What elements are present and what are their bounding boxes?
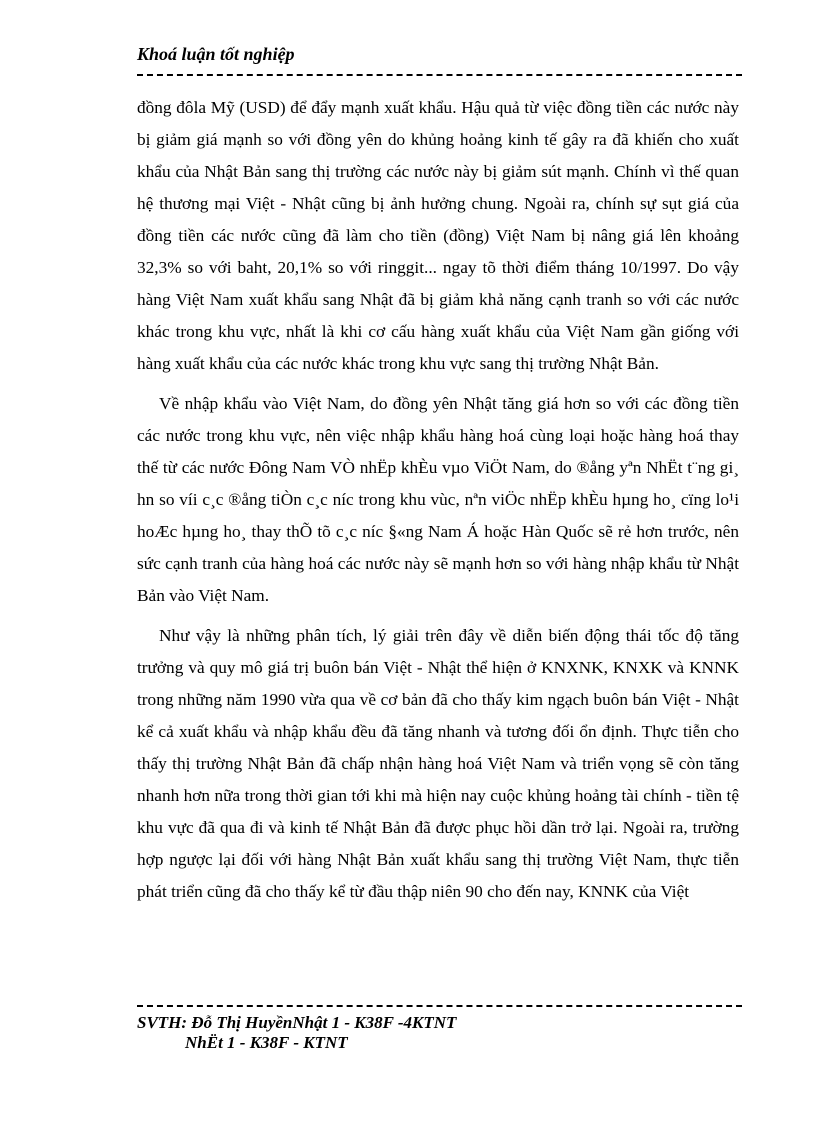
footer-author-line: SVTH: Đỗ Thị HuyềnNhật 1 - K38F -4KTNT bbox=[137, 1013, 457, 1032]
footer-class-line: NhËt 1 - K38F - KTNT bbox=[185, 1033, 348, 1052]
footer-divider bbox=[137, 1005, 742, 1007]
document-body bbox=[137, 92, 739, 1002]
paragraph-2: Về nhập khẩu vào Việt Nam, do đồng yên Nhật tăng giá hơn so với các đồng tiền các nước trong khu vực, nên việc nhập khẩu hàng hoá cùng loại hoặc hàng hoá thay thế từ các nước Đông Nam VÒ nhËp khÈu vµo ViÖt Nam, do ®ång yªn NhËt t¨ng gi¸ hn so víi c¸c ®ång tiÒn c¸c níc trong khu vùc, nªn viÖc nhËp khÈu hµng ho¸ cïng lo¹i hoÆc hµng ho¸ thay thÕ tõ c¸c níc §«ng Nam Á hoặc Hàn Quốc sẽ rẻ hơn trước, nên sức cạnh tranh của hàng hoá các nước này sẽ mạnh hơn so với hàng nhập khẩu từ Nhật Bản vào Việt Nam. bbox=[137, 394, 739, 605]
page-header-title: Khoá luận tốt nghiệp bbox=[137, 44, 295, 64]
paragraph-1: đồng đôla Mỹ (USD) để đẩy mạnh xuất khẩu. Hậu quả từ việc đồng tiền các nước này bị giảm giá mạnh so với đồng yên do khủng hoảng kinh tế gây ra đã khiến cho xuất khẩu của Nhật Bản sang thị trường các nước này bị giảm sút mạnh. Chính vì thế quan hệ thương mại Việt - Nhật cũng bị ảnh hưởng chung. Ngoài ra, chính sự sụt giá của đồng tiền các nước cũng đã làm cho tiền (đồng) Việt Nam bị nâng giá lên khoảng 32,3% so với baht, 20,1% so với ringgit... ngay tõ thời điểm tháng 10/1997. Do vậy hàng Việt Nam xuất khẩu sang Nhật đã bị giảm khả năng cạnh tranh so với các nước khác trong khu vực, nhất là khi cơ cấu hàng xuất khẩu của Việt Nam gần giống với hàng xuất khẩu của các nước khác trong khu vực sang thị trường Nhật Bản. bbox=[137, 98, 739, 373]
paragraph-3: Như vậy là những phân tích, lý giải trên đây về diễn biến động thái tốc độ tăng trưởng và quy mô giá trị buôn bán Việt - Nhật thể hiện ở KNXNK, KNXK và KNNK trong những năm 1990 vừa qua về cơ bản đã cho thấy kim ngạch buôn bán Việt - Nhật kể cả xuất khẩu và nhập khẩu đều đã tăng nhanh và tương đối ổn định. Thực tiễn cho thấy thị trường Nhật Bản đã chấp nhận hàng hoá Việt Nam và triển vọng sẽ còn tăng nhanh hơn nữa trong thời gian tới khi mà hiện nay cuộc khủng hoảng tài chính - tiền tệ khu vực đã qua đi và kinh tế Nhật Bản đã được phục hồi dần trở lại. Ngoài ra, trường hợp ngược lại đối với hàng Nhật Bản xuất khẩu sang thị trường Việt Nam, thực tiễn phát triển cũng đã cho thấy kể từ đầu thập niên 90 cho đến nay, KNNK của Việt bbox=[137, 626, 739, 901]
header-divider bbox=[137, 74, 742, 76]
